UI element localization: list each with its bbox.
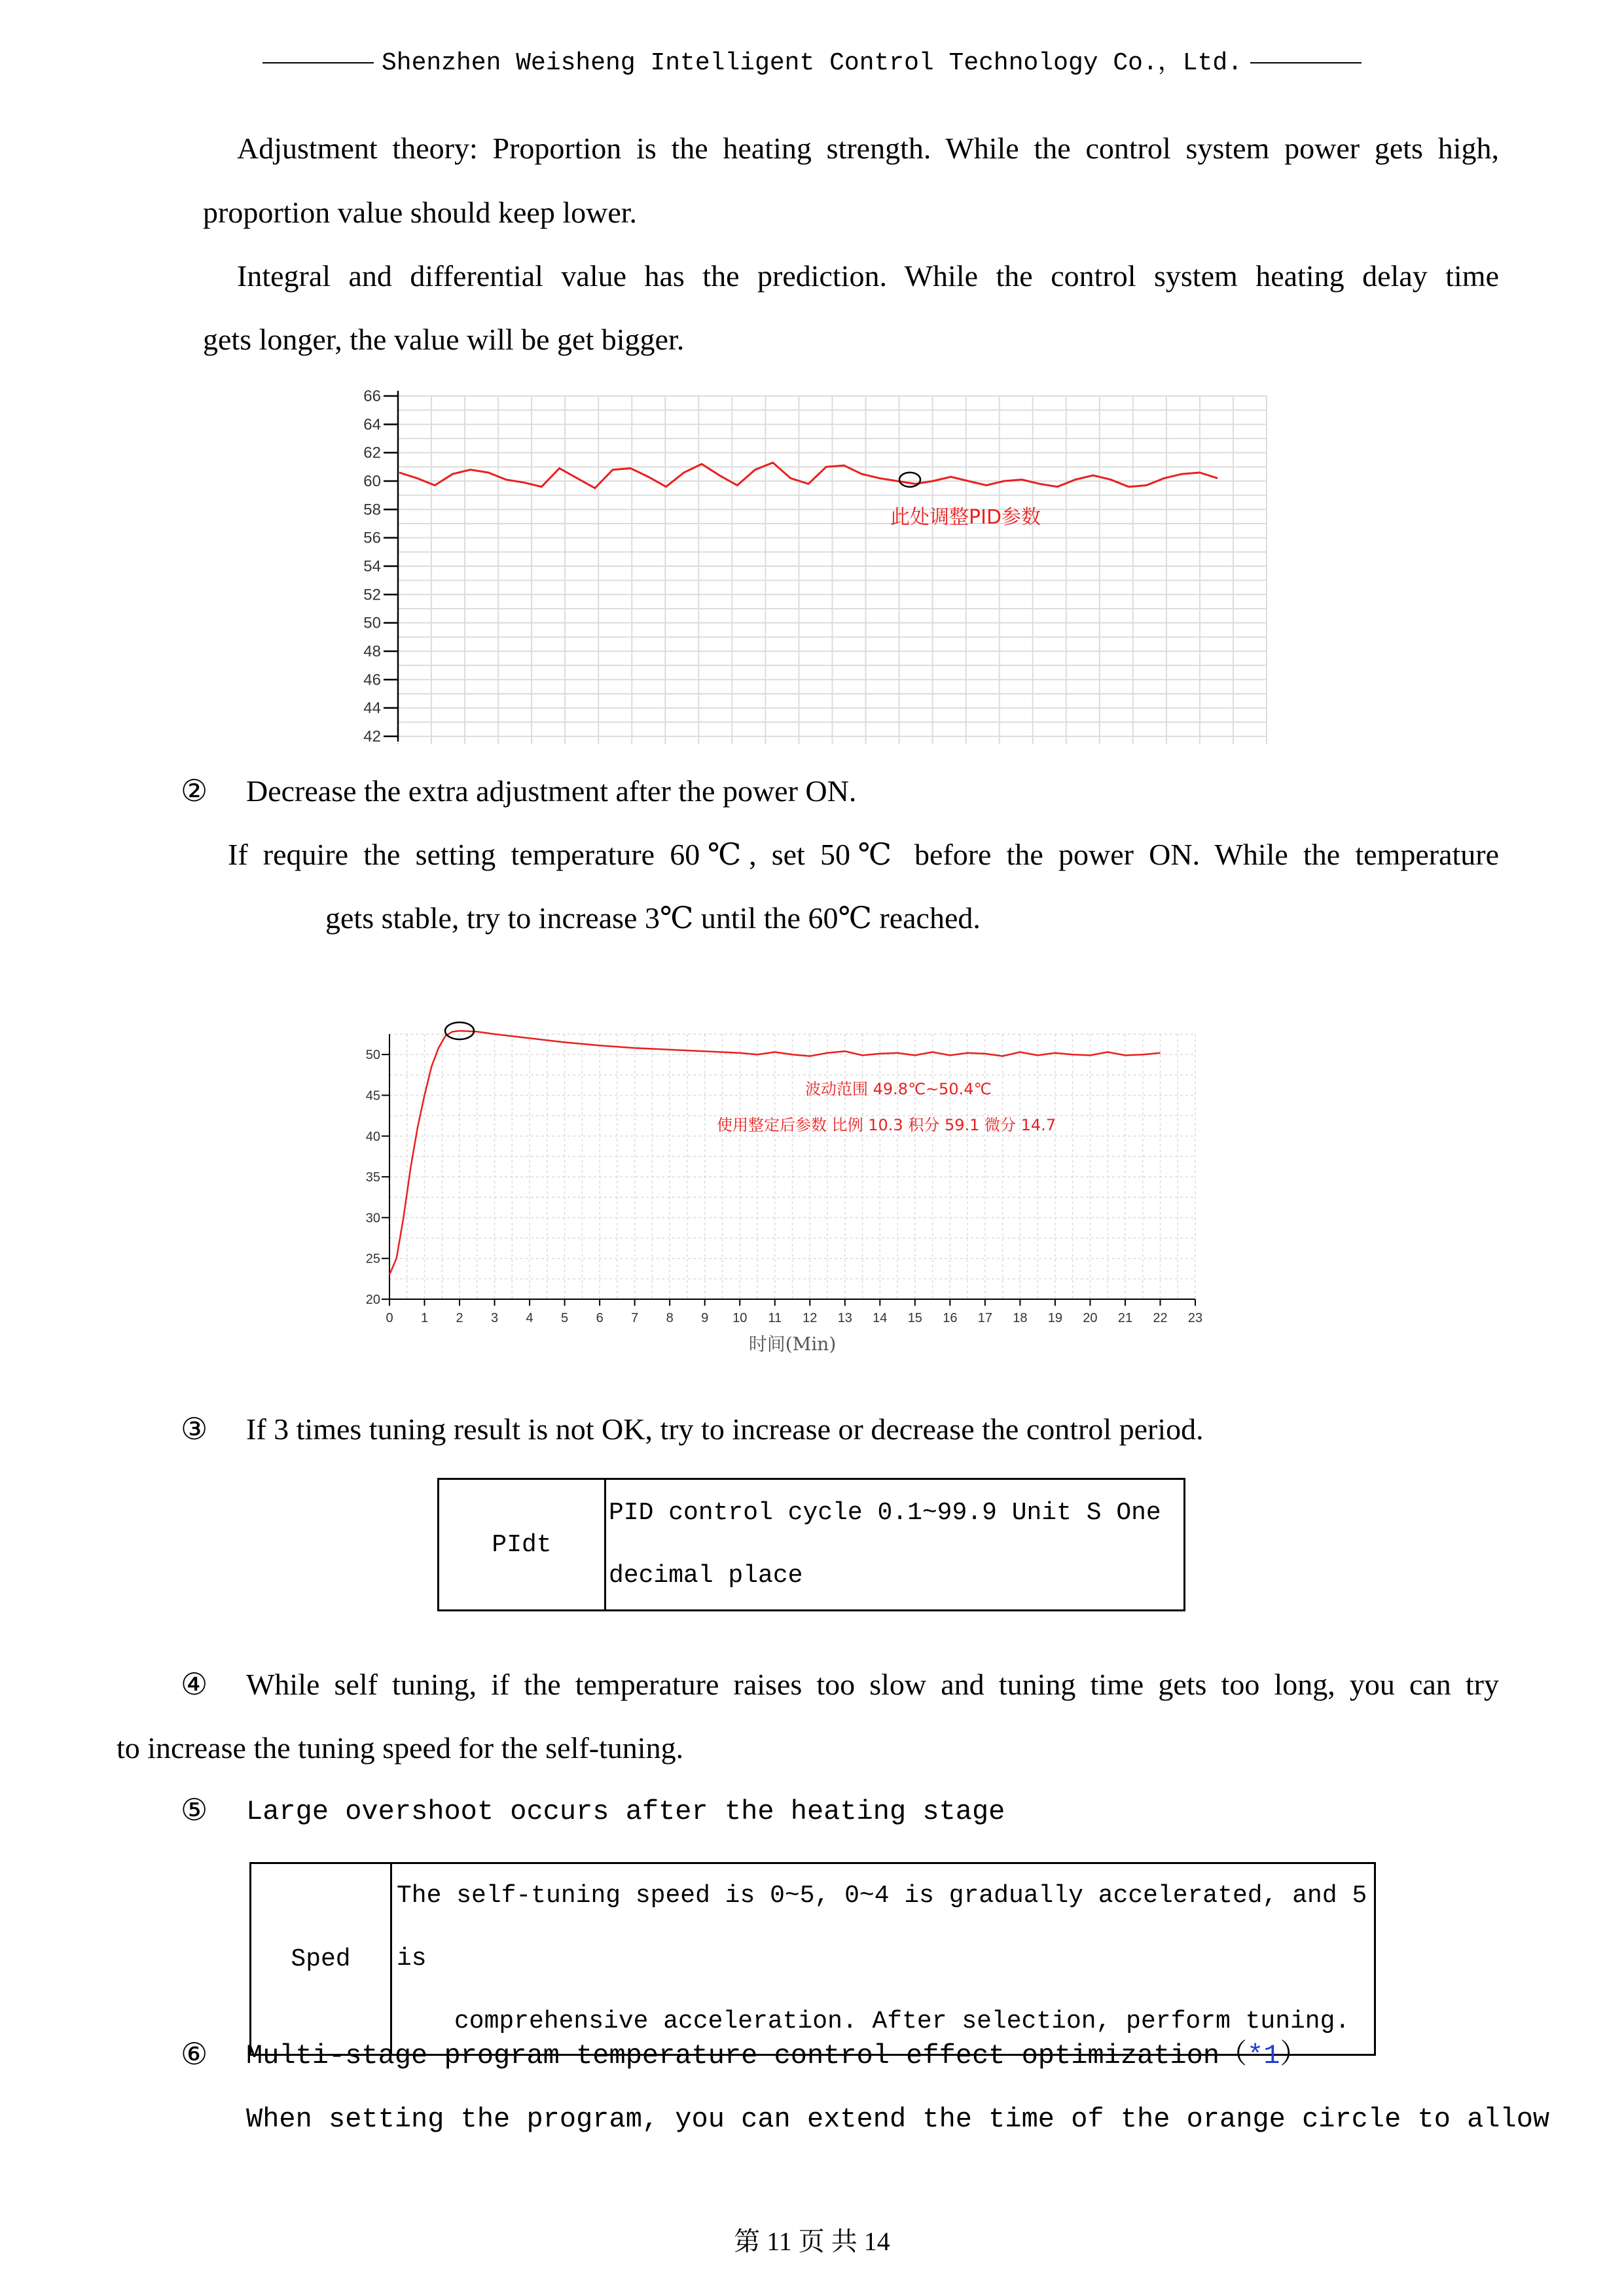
y-tick-label: 25	[365, 1251, 380, 1266]
chart-annotation-range: 波动范围 49.8℃~50.4℃	[805, 1080, 992, 1098]
page-footer: 第 11 页 共 14	[734, 2227, 890, 2256]
chart-temperature-stability	[340, 1021, 1244, 1361]
item-2-line-1: If require the setting temperature 60℃, set 50℃ before the power ON. While the temperature	[228, 838, 1499, 871]
y-tick-label: 52	[363, 586, 381, 604]
page-header	[0, 41, 1624, 80]
header-company: Shenzhen Weisheng Intelligent Control Technology Co.，Ltd.	[381, 49, 1242, 77]
item-6-title: Multi-stage program temperature control effect optimization（	[246, 2040, 1248, 2072]
pidt-desc-cell	[605, 1479, 1185, 1611]
x-tick-label: 2	[456, 1311, 463, 1325]
item-6-number: ⑥	[181, 2037, 208, 2071]
x-tick-label: 20	[1083, 1311, 1098, 1325]
y-tick-label: 54	[363, 558, 381, 575]
y-tick-label: 48	[363, 643, 381, 660]
paragraph-2-line-2: gets longer, the value will be get bigger.	[203, 323, 685, 356]
table-sped	[249, 1862, 1376, 2056]
y-tick-label: 50	[363, 614, 381, 632]
x-axis-label: 时间(Min)	[748, 1333, 837, 1355]
x-tick-label: 12	[803, 1311, 818, 1325]
pidt-desc-line-2: decimal place	[609, 1562, 803, 1590]
x-tick-label: 22	[1153, 1311, 1168, 1325]
item-6-title-line	[246, 2039, 1307, 2072]
y-tick-label: 20	[365, 1293, 380, 1307]
y-tick-label: 35	[365, 1170, 380, 1185]
y-tick-label: 62	[363, 444, 381, 462]
x-tick-label: 11	[768, 1311, 782, 1325]
adjust-point-marker	[899, 473, 920, 487]
x-tick-label: 0	[386, 1311, 393, 1325]
y-tick-label: 66	[363, 387, 381, 405]
y-tick-label: 60	[363, 473, 381, 490]
sped-param-cell: Sped	[251, 1863, 391, 2055]
y-tick-label: 56	[363, 529, 381, 547]
chart-temperature-adjustment	[340, 380, 1283, 753]
y-tick-label: 42	[363, 728, 381, 745]
y-tick-label: 46	[363, 671, 381, 689]
x-tick-label: 23	[1187, 1311, 1203, 1325]
item-6-title-close: ）	[1280, 2040, 1308, 2072]
x-tick-label: 17	[977, 1311, 992, 1325]
sped-desc-line-1: The self-tuning speed is 0~5, 0~4 is gradually accelerated, and 5 is	[397, 1882, 1367, 1973]
x-tick-label: 4	[526, 1311, 533, 1325]
item-4-number: ④	[181, 1668, 208, 1701]
sped-desc-cell	[391, 1863, 1375, 2055]
x-tick-label: 10	[732, 1311, 748, 1325]
x-tick-label: 3	[491, 1311, 499, 1325]
header-rule-left	[262, 62, 374, 63]
item-6-line: When setting the program, you can extend the time of the orange circle to allow	[246, 2104, 1550, 2135]
item-4-line-1: While self tuning, if the temperature raises too slow and tuning time gets too long, you can try	[246, 1668, 1499, 1701]
y-tick-label: 64	[363, 416, 381, 434]
item-2-line-2: gets stable, try to increase 3℃ until the 60℃ reached.	[325, 901, 981, 935]
table-pidt	[437, 1478, 1185, 1611]
x-tick-label: 18	[1013, 1311, 1028, 1325]
y-tick-label: 40	[365, 1129, 380, 1144]
chart-annotation-params: 使用整定后参数 比例 10.3 积分 59.1 微分 14.7	[717, 1116, 1056, 1134]
x-tick-label: 16	[943, 1311, 958, 1325]
x-tick-label: 6	[596, 1311, 604, 1325]
x-tick-label: 1	[420, 1311, 429, 1325]
item-6-footnote-ref[interactable]: *1	[1247, 2040, 1280, 2072]
y-tick-label: 45	[365, 1088, 380, 1103]
item-2-number: ②	[181, 774, 208, 808]
sped-desc-line-2: comprehensive acceleration. After selection, perform tuning.	[454, 2007, 1350, 2036]
paragraph-2-line-1: Integral and differential value has the prediction. While the control system heating delay time	[237, 259, 1499, 293]
item-2-title: Decrease the extra adjustment after the power ON.	[246, 774, 857, 808]
x-tick-label: 9	[701, 1311, 709, 1325]
chart-annotation: 此处调整PID参数	[890, 506, 1041, 529]
y-tick-label: 58	[363, 501, 381, 519]
y-tick-label: 30	[365, 1211, 380, 1226]
x-tick-label: 15	[907, 1311, 922, 1325]
item-5-title: Large overshoot occurs after the heating stage	[246, 1796, 1005, 1827]
item-3-title: If 3 times tuning result is not OK, try to increase or decrease the control period.	[246, 1412, 1204, 1446]
pidt-param-cell: PIdt	[439, 1479, 605, 1611]
x-tick-label: 7	[631, 1311, 639, 1325]
x-tick-label: 19	[1047, 1311, 1063, 1325]
x-tick-label: 21	[1117, 1311, 1133, 1325]
x-tick-label: 5	[561, 1311, 569, 1325]
item-3-number: ③	[181, 1412, 208, 1446]
y-tick-label: 50	[365, 1048, 380, 1063]
item-4-line-2: to increase the tuning speed for the self-tuning.	[117, 1731, 684, 1765]
x-tick-label: 8	[666, 1311, 674, 1325]
item-5-number: ⑤	[181, 1793, 208, 1827]
header-rule-right	[1250, 62, 1362, 63]
x-tick-label: 14	[873, 1311, 888, 1325]
x-tick-label: 13	[837, 1311, 852, 1325]
y-tick-label: 44	[363, 699, 381, 717]
pidt-desc-line-1: PID control cycle 0.1~99.9 Unit S One	[609, 1499, 1161, 1527]
paragraph-1-line-1: Adjustment theory: Proportion is the heating strength. While the control system power gets high,	[237, 132, 1499, 165]
paragraph-1-line-2: proportion value should keep lower.	[203, 196, 638, 229]
